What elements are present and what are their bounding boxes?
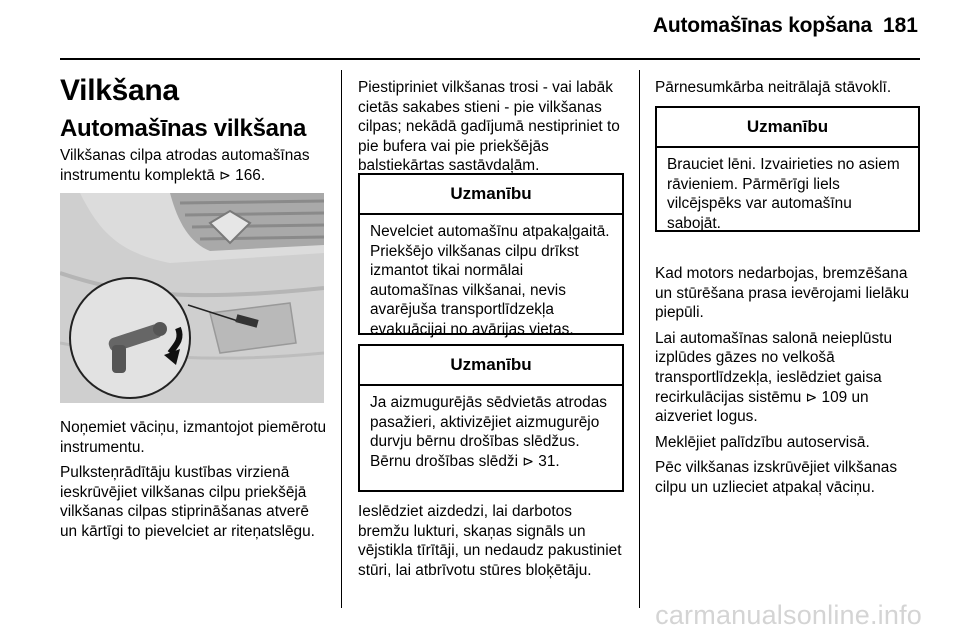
reference-arrow-icon: ⊳ [522,452,535,469]
section-subtitle: Automašīnas vilkšana [60,115,307,142]
engine-off-paragraph: Kad motors nedarbojas, bremzēšana un stūrēšana prasa ievērojami lielāku piepūli. [655,265,910,322]
recirculation-paragraph: Lai automašīnas salonā neieplūstu izplūdes gāzes no velkošā transportlīdzekļa, ieslēdziet gaisa recirkulācijas sistēmu ⊳ 109 un aizveriet logus. [655,329,893,426]
caution-text-1: Nevelciet automašīnu atpakaļgaitā. Priekšējo vilkšanas cilpu drīkst izmantot tikai normālai automašīnas vilkšanai, nevis avarējuša transportlīdzekļa evakuācijai no avārijas vietas. [370,223,610,338]
intro-paragraph: Vilkšanas cilpa atrodas automašīnas instrumentu komplektā ⊳ 166. [60,147,310,184]
col3-text [655,264,925,498]
col3-intro [655,78,925,98]
reference-arrow-icon: ⊳ [219,166,231,183]
page-header-title: Automašīnas kopšana [652,14,872,37]
col1-text [60,418,328,542]
caution-title-1: Uzmanību [360,175,622,215]
service-paragraph: Meklējiet palīdzību autoservisā. [655,433,870,451]
reference-arrow-icon: ⊳ [805,388,818,405]
col2-intro [358,78,624,176]
after-towing-paragraph: Pēc vilkšanas izskrūvējiet vilkšanas cilpu un uzlieciet atpakaļ vāciņu. [655,459,898,496]
caution-title-3: Uzmanību [657,108,918,148]
column-divider-1 [341,70,342,608]
ignition-paragraph: Ieslēdziet aizdedzi, lai darbotos bremžu lukturi, skaņas signāls un vējstikla tīrītāji, un nedaudz pakustiniet stūri, lai atbrīvotu stūres bloķētāju. [358,503,622,579]
col2-outro [358,502,624,580]
screw-in-paragraph: Pulksteņrādītāju kustības virzienā ieskrūvējiet vilkšanas cilpu priekšējā vilkšanas cilpas stiprināšanas atverē un kārtīgi to pievelciet ar riteņatslēgu. [60,464,315,540]
header-divider [60,58,920,60]
caution-title-2: Uzmanību [360,346,622,386]
page-number: 181 [882,14,918,37]
caution-box-3 [655,106,920,232]
caution-text-3: Brauciet lēni. Izvairieties no asiem rāvieniem. Pārmērīgi liels vilcējspēks var automašīnu sabojāt. [667,156,900,232]
caution-box-2 [358,344,624,492]
tow-eye-illustration [60,193,324,403]
section-title: Vilkšana [60,74,179,107]
caution-box-1 [358,173,624,338]
remove-cap-paragraph: Noņemiet vāciņu, izmantojot piemērotu instrumentu. [60,419,327,456]
caution-text-2: Ja aizmugurējās sēdvietās atrodas pasažieri, aktivizējiet aizmugurējo durvju bērnu drošības slēdžus. Bērnu drošības slēdži ⊳ 31. [370,394,607,470]
column-divider-2 [639,70,640,608]
neutral-paragraph: Pārnesumkārba neitrālajā stāvoklī. [655,79,892,96]
attach-rope-paragraph: Piestipriniet vilkšanas trosi - vai labāk cietās sakabes stieni - pie vilkšanas cilpas; nekādā gadījumā nestipriniet to pie bufera vai pie priekšējās balstiekārtas sastāvdaļām. [358,79,620,175]
watermark: carmanualsonline.info [655,600,922,630]
